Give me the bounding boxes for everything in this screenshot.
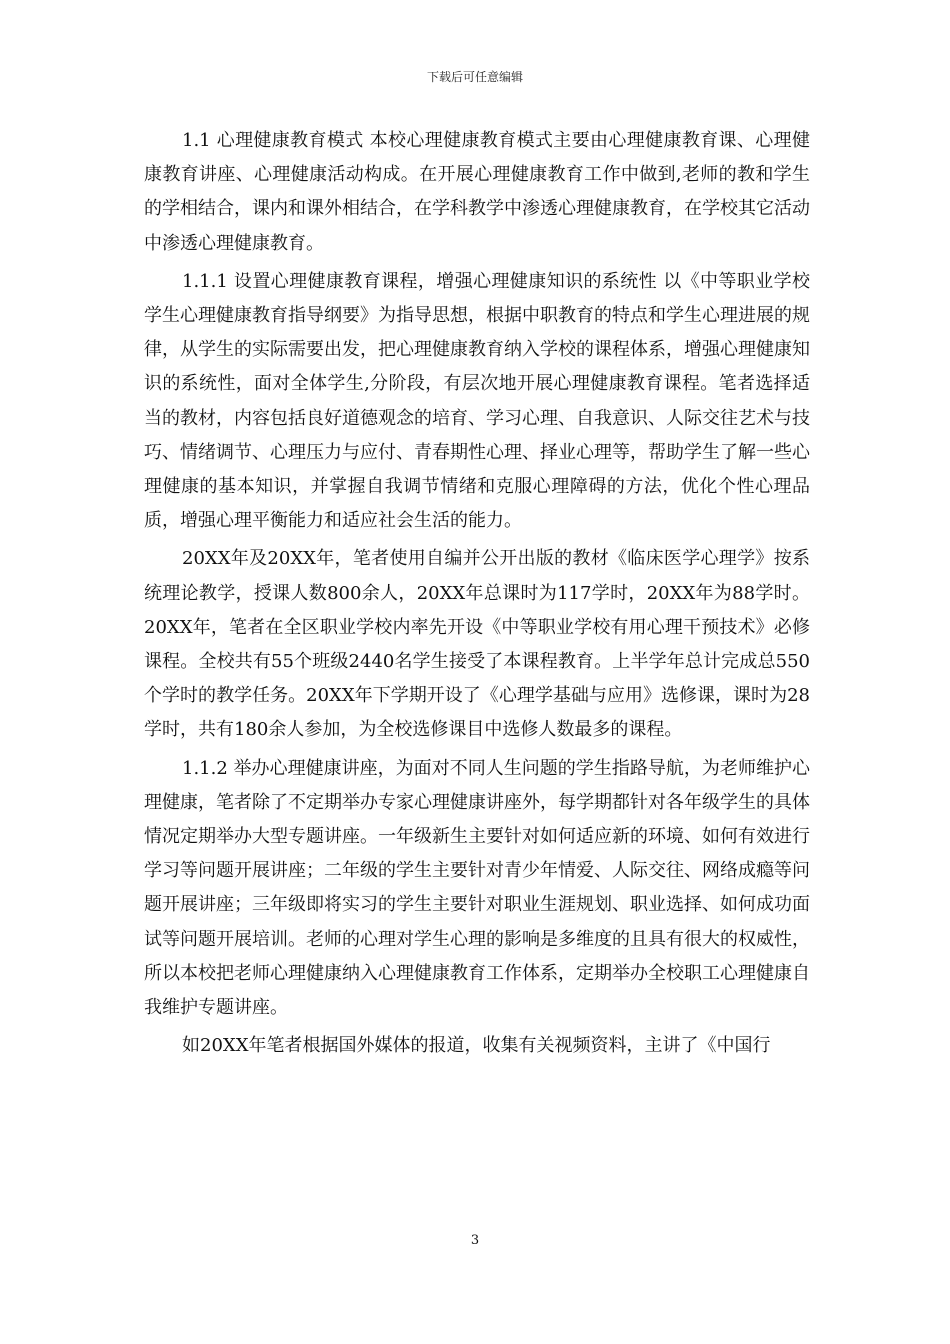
paragraph-example: 如20XX年笔者根据国外媒体的报道，收集有关视频资料，主讲了《中国行 xyxy=(182,1035,771,1057)
page-number: 3 xyxy=(470,1233,480,1248)
paragraph-1-1: 1.1 心理健康教育模式 本校心理健康教育模式主要由心理健康教育课、心理健康教育讲座、心理健康活动构成。在开展心理健康教育工作中做到,老师的教和学生的学相结合，课内和课外相结合，在学科教学中渗透心理健康教育，在学校其它活动中渗透心理健康教育。 xyxy=(144,130,810,254)
paragraph-1-1-2: 1.1.2 举办心理健康讲座，为面对不同人生问题的学生指路导航，为老师维护心理健康，笔者除了不定期举办专家心理健康讲座外，每学期都针对各年级学生的具体情况定期举办大型专题讲座。一年级新生主要针对如何适应新的环境、如何有效进行学习等问题开展讲座；二年级的学生主要针对青少年情爱、人际交往、网络成瘾等问题开展讲座；三年级即将实习的学生主要针对职业生涯规划、职业选择、如何成功面试等问题开展培训。老师的心理对学生心理的影响是多维度的且具有很大的权威性，所以本校把老师心理健康纳入心理健康教育工作体系，定期举办全校职工心理健康自我维护专题讲座。 xyxy=(144,757,810,1019)
paragraph-1-1-1: 1.1.1 设置心理健康教育课程，增强心理健康知识的系统性 以《中等职业学校学生心理健康教育指导纲要》为指导思想，根据中职教育的特点和学生心理进展的规律，从学生的实际需要出发，把心理健康教育纳入学校的课程体系，增强心理健康知识的系统性，面对全体学生,分阶段，有层次地开展心理健康教育课程。笔者选择适当的教材，内容包括良好道德观念的培育、学习心理、自我意识、人际交往艺术与技巧、情绪调节、心理压力与应付、青春期性心理、择业心理等，帮助学生了解一些心理健康的基本知识，并掌握自我调节情绪和克服心理障碍的方法，优化个性心理品质，增强心理平衡能力和适应社会生活的能力。 xyxy=(144,270,810,532)
paragraph-course-stats: 20XX年及20XX年，笔者使用自编并公开出版的教材《临床医学心理学》按系统理论教学，授课人数800余人，20XX年总课时为117学时，20XX年为88学时。20XX年，笔者在全区职业学校内率先开设《中等职业学校有用心理干预技术》必修课程。全校共有55个班级2440名学生接受了本课程教育。上半学年总计完成总550个学时的教学任务。20XX年下学期开设了《心理学基础与应用》选修课，课时为28学时，共有180余人参加，为全校选修课目中选修人数最多的课程。 xyxy=(144,548,810,741)
page-header: 下载后可任意编辑 xyxy=(426,70,523,84)
document-body xyxy=(144,124,810,1067)
